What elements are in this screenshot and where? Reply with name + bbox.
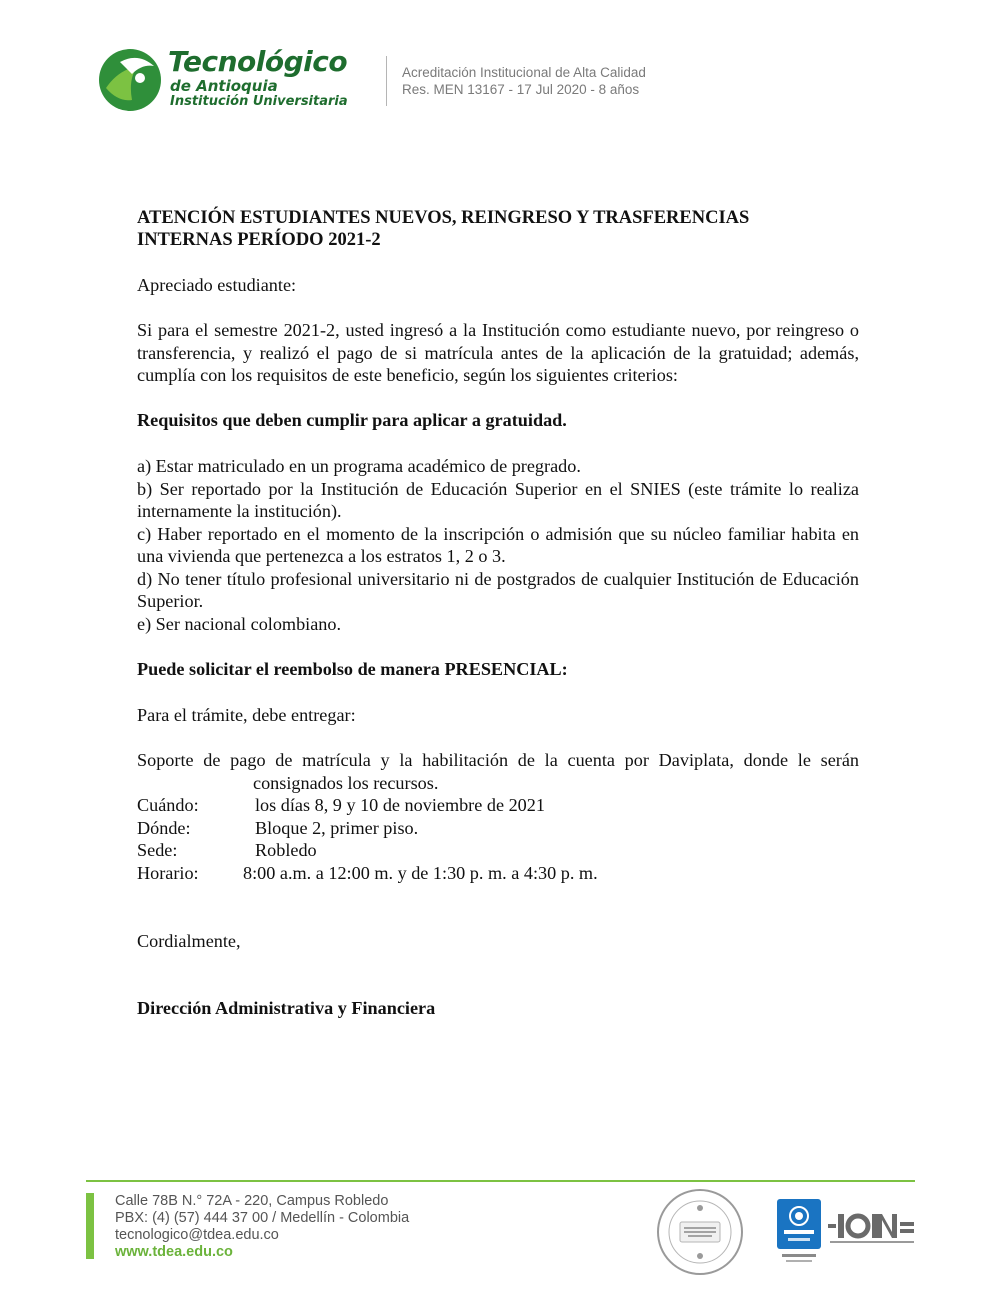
- schedule-row-where: [137, 817, 859, 840]
- schedule-value: 8:00 a.m. a 12:00 m. y de 1:30 p. m. a 4:30 p. m.: [243, 862, 598, 883]
- tdea-logo-icon: [98, 48, 162, 112]
- title-line-2: INTERNAS PERÍODO 2021-2: [137, 230, 381, 250]
- greeting: Apreciado estudiante:: [137, 275, 297, 295]
- schedule-label: Cuándo:: [137, 795, 199, 815]
- support-line-1: Soporte de pago de matrícula y la habilitación de la cuenta por Daviplata, donde le serán: [137, 750, 859, 770]
- footer-contact: [115, 1193, 409, 1261]
- schedule-value: los días 8, 9 y 10 de noviembre de 2021: [255, 795, 545, 815]
- footer-address: Calle 78B N.° 72A - 220, Campus Robledo: [115, 1193, 389, 1209]
- schedule-row-hours: [137, 862, 859, 885]
- closing: Cordialmente,: [137, 931, 241, 951]
- schedule-value: Bloque 2, primer piso.: [255, 817, 419, 838]
- requirement-item: e) Ser nacional colombiano.: [137, 613, 342, 634]
- footer-accent-bar: [86, 1193, 94, 1259]
- accreditation-seal-icon: [656, 1188, 744, 1276]
- footer-phone: PBX: (4) (57) 444 37 00 / Medellín - Colombia: [115, 1210, 410, 1226]
- icontec-logo-icon: [776, 1198, 822, 1266]
- accreditation-line-1: Acreditación Institucional de Alta Calidad: [402, 65, 646, 80]
- signature: Dirección Administrativa y Financiera: [137, 998, 436, 1018]
- footer-email[interactable]: tecnologico@tdea.edu.co: [115, 1227, 279, 1243]
- schedule-label: Sede:: [137, 840, 178, 860]
- schedule-table: [137, 794, 859, 884]
- support-text: [137, 749, 859, 794]
- logo-subtitle: de Antioquia: [170, 77, 278, 95]
- schedule-label: Dónde:: [137, 817, 191, 838]
- title-line-1: ATENCIÓN ESTUDIANTES NUEVOS, REINGRESO Y TRASFERENCIAS: [137, 208, 750, 228]
- intro-paragraph: Si para el semestre 2021-2, usted ingresó a la Institución como estudiante nuevo, por reingreso o transferencia, y realizó el pago de si matrícula antes de la aplicación de la gratuidad; además, cumplía con los requisitos de este beneficio, según los siguientes criterios:: [137, 320, 859, 385]
- logo-institution: Institución Universitaria: [170, 94, 348, 109]
- requirement-item: d) No tener título profesional universitario ni de postgrados de cualquier Institución de Educación Superior.: [137, 568, 859, 611]
- schedule-label: Horario:: [137, 862, 199, 883]
- requirements-heading: Requisitos que deben cumplir para aplicar a gratuidad.: [137, 410, 567, 430]
- requirement-item: a) Estar matriculado en un programa académico de pregrado.: [137, 456, 581, 476]
- requirements-list: [137, 455, 859, 635]
- footer-divider: [86, 1180, 915, 1182]
- header-divider: [386, 56, 387, 106]
- tdea-logo: [98, 46, 378, 116]
- schedule-value: Robledo: [255, 840, 317, 860]
- letter-title: [137, 207, 859, 251]
- procedure-intro: Para el trámite, debe entregar:: [137, 705, 356, 725]
- support-line-2: consignados los recursos.: [253, 772, 439, 793]
- schedule-row-campus: [137, 839, 859, 862]
- requirement-item: c) Haber reportado en el momento de la inscripción o admisión que su núcleo familiar habita en una vivienda que pertenezca a los estratos 1, 2 o 3.: [137, 523, 859, 566]
- requirement-item: b) Ser reportado por la Institución de Educación Superior en el SNIES (este trámite lo realiza internamente la institución).: [137, 478, 859, 521]
- footer-website-link[interactable]: www.tdea.edu.co: [115, 1244, 233, 1260]
- accreditation-note: [402, 64, 646, 98]
- iqnet-logo-icon: [828, 1212, 916, 1246]
- refund-heading: Puede solicitar el reembolso de manera PRESENCIAL:: [137, 659, 568, 679]
- logo-title: Tecnológico: [168, 45, 348, 78]
- accreditation-line-2: Res. MEN 13167 - 17 Jul 2020 - 8 años: [402, 82, 640, 97]
- schedule-row-when: [137, 794, 859, 817]
